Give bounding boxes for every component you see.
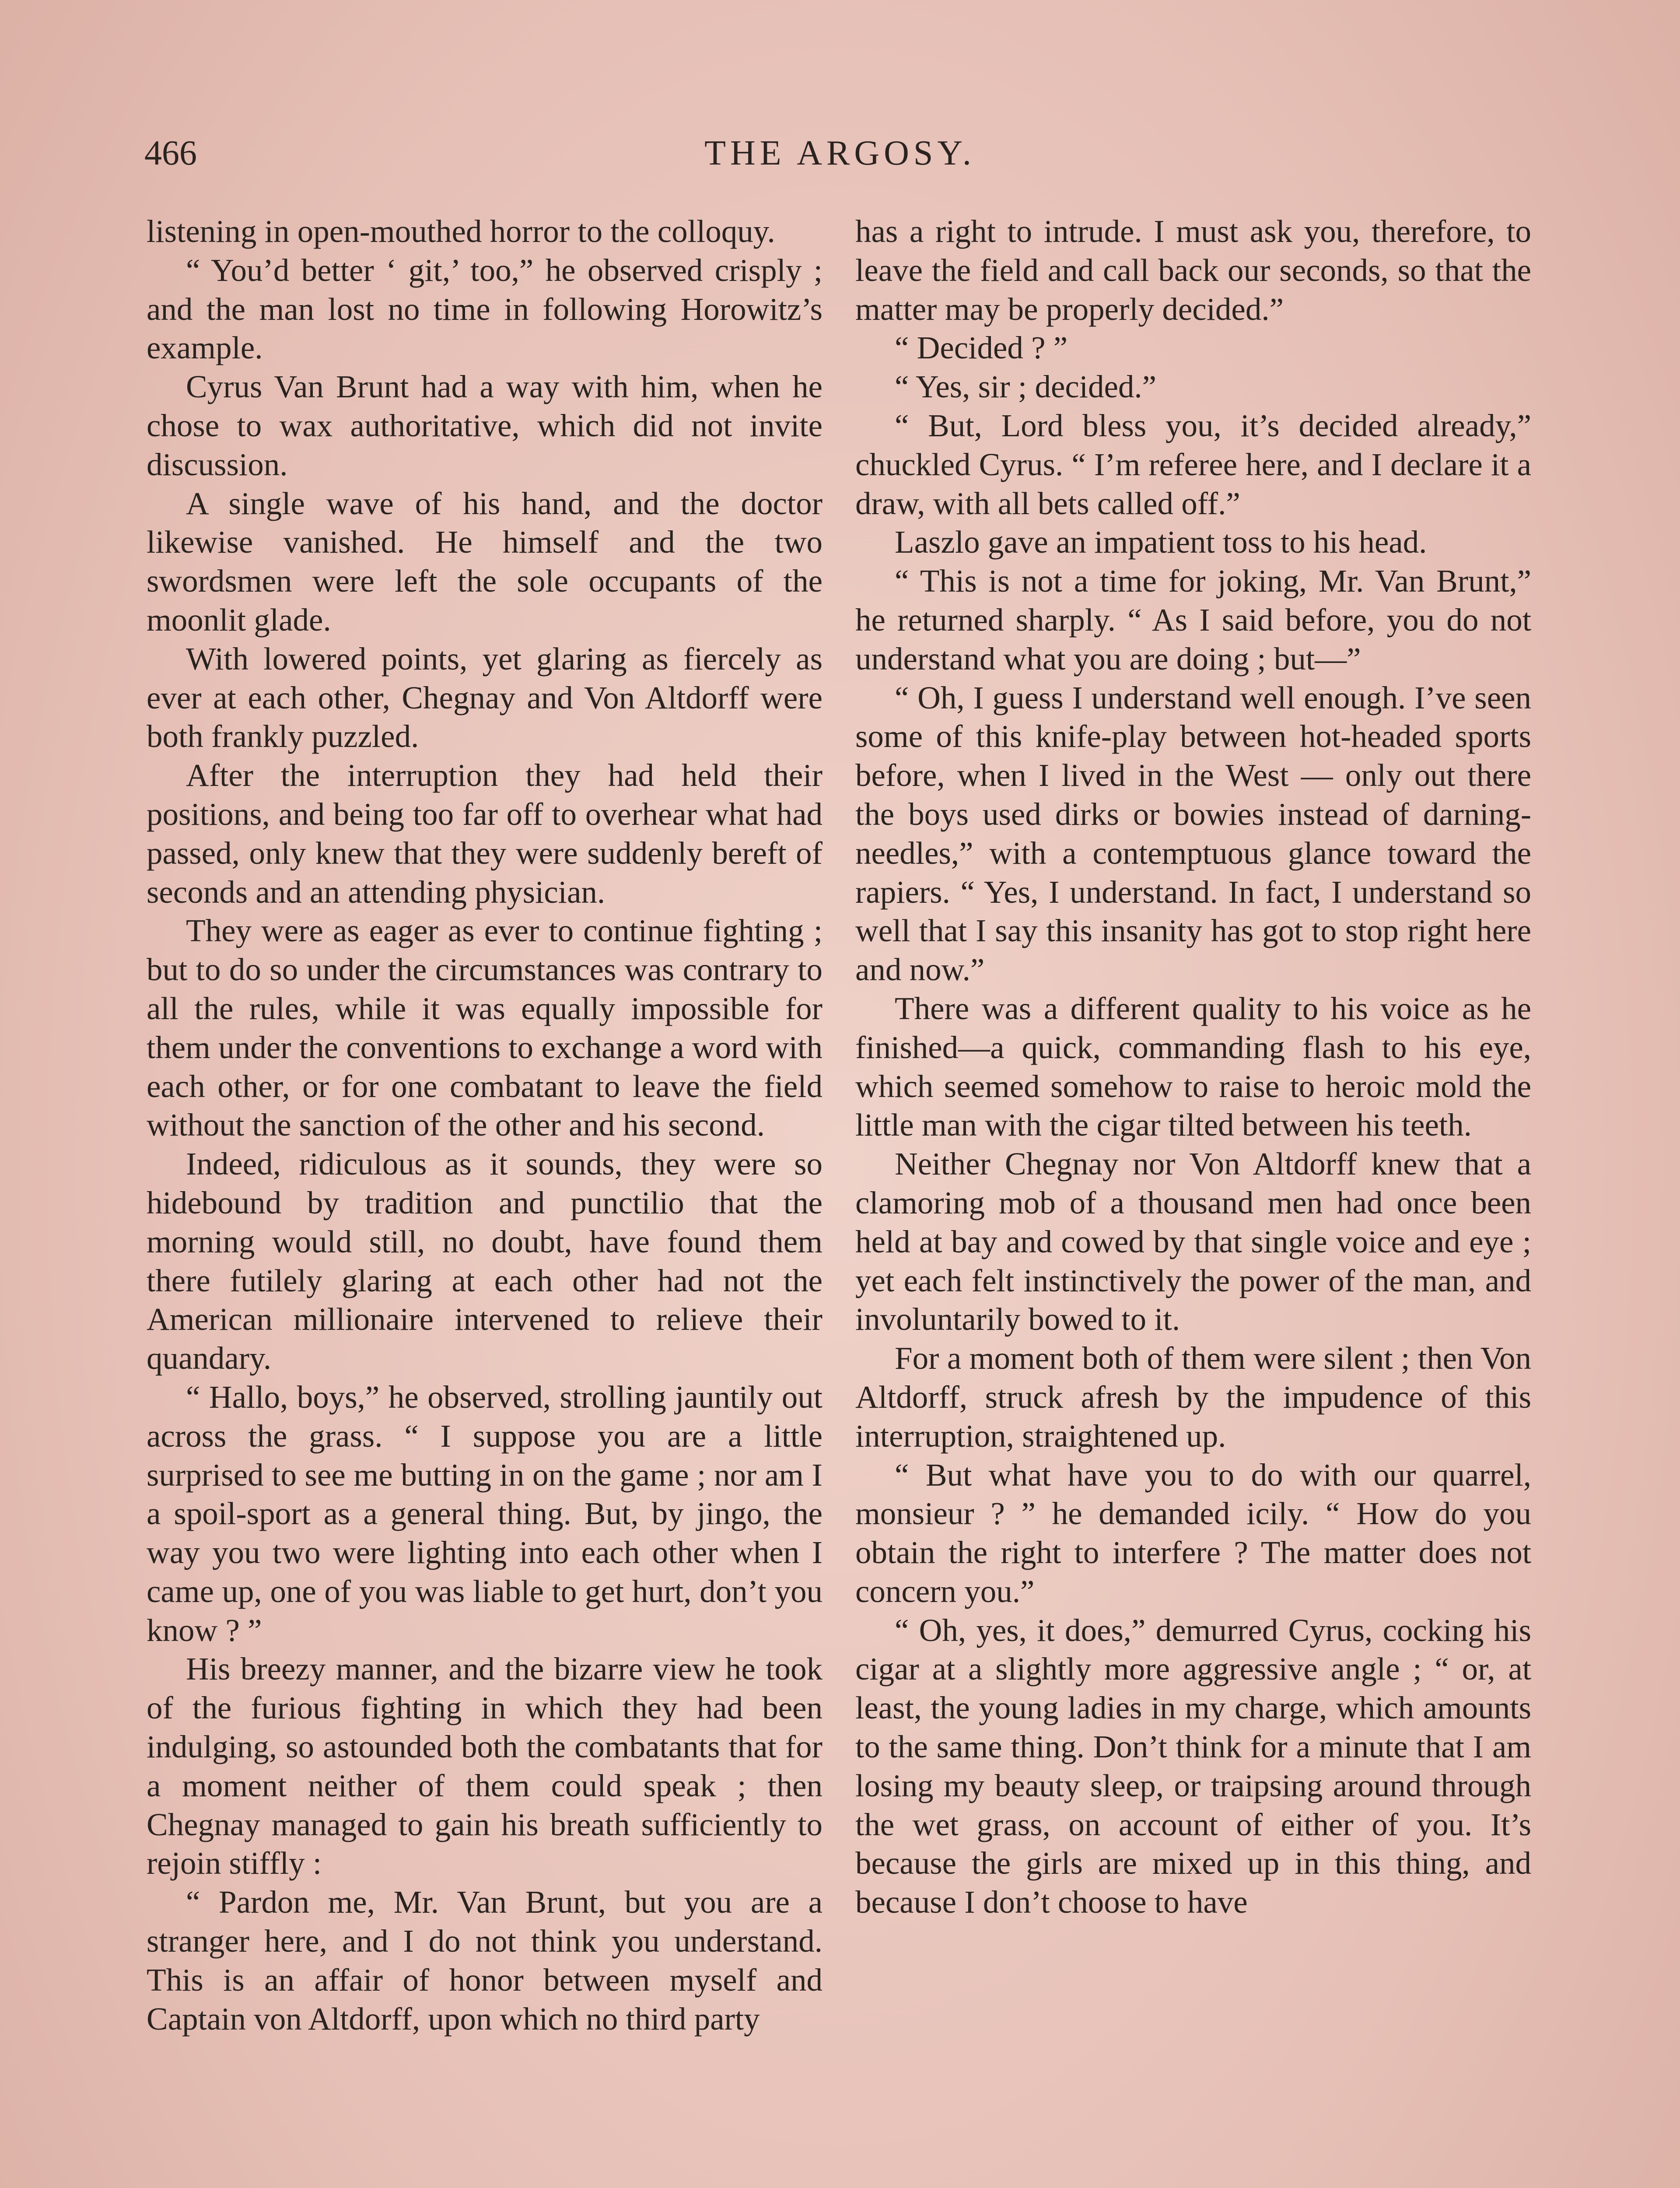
paragraph: Cyrus Van Brunt had a way with him, when he chose to wax authoritative, which did not invite discussion.	[147, 369, 822, 482]
paragraph: “ Oh, yes, it does,” demurred Cyrus, cocking his cigar at a slightly more aggressive angle ; “ or, at least, the young ladies in my charge, which amounts to the same thing. Don’t think for a minute that I am losing my beauty sleep, or traipsing around through the wet grass, on account of either of you. It’s because the girls are mixed up in this thing, and because I don’t choose to have	[855, 1612, 1531, 1920]
paragraph: His breezy manner, and the bizarre view he took of the furious fighting in which they had been indulging, so astounded both the combatants that for a moment neither of them could speak ; then Chegnay managed to gain his breath sufficiently to rejoin stiffly :	[147, 1651, 822, 1881]
paragraph: listening in open-mouthed horror to the colloquy.	[147, 214, 775, 249]
paragraph: Laszlo gave an impatient toss to his head.	[895, 524, 1427, 560]
paragraph: “ Yes, sir ; decided.”	[895, 369, 1157, 405]
paragraph: “ This is not a time for joking, Mr. Van Brunt,” he returned sharply. “ As I said before, you do not understand what you are doing ; but—”	[855, 563, 1531, 677]
paragraph: A single wave of his hand, and the doctor likewise vanished. He himself and the two swordsmen were left the sole occupants of the moonlit glade.	[147, 485, 822, 638]
paragraph: “ Decided ? ”	[895, 330, 1068, 366]
paragraph: “ You’d better ‘ git,’ too,” he observed crisply ; and the man lost no time in following Horowitz’s example.	[147, 252, 822, 366]
right-column	[855, 212, 1531, 1922]
running-title: THE ARGOSY.	[704, 134, 976, 172]
paragraph: There was a different quality to his voice as he finished—a quick, commanding flash to his eye, which seemed somehow to raise to heroic mold the little man with the cigar tilted between his teeth.	[855, 990, 1531, 1143]
paragraph: has a right to intrude. I must ask you, therefore, to leave the field and call back our seconds, so that the matter may be properly decided.”	[855, 214, 1531, 327]
paragraph: “ Pardon me, Mr. Van Brunt, but you are a stranger here, and I do not think you understand. This is an affair of honor between myself and Captain von Altdorff, upon which no third party	[147, 1884, 822, 2037]
paragraph: “ But, Lord bless you, it’s decided already,” chuckled Cyrus. “ I’m referee here, and I declare it a draw, with all bets called off.”	[855, 407, 1531, 521]
page-number: 466	[144, 134, 197, 172]
paragraph: After the interruption they had held their positions, and being too far off to overhear what had passed, only knew that they were suddenly bereft of seconds and an attending physician.	[147, 757, 822, 910]
paragraph: Neither Chegnay nor Von Altdorff knew that a clamoring mob of a thousand men had once been held at bay and cowed by that single voice and eye ; yet each felt instinctively the power of the man, and involuntarily bowed to it.	[855, 1146, 1531, 1337]
paragraph: Indeed, ridiculous as it sounds, they were so hidebound by tradition and punctilio that the morning would still, no doubt, have found them there futilely glaring at each other had not the American millionaire intervened to relieve their quandary.	[147, 1146, 822, 1376]
paragraph: “ But what have you to do with our quarrel, monsieur ? ” he demanded icily. “ How do you obtain the right to interfere ? The matter does not concern you.”	[855, 1457, 1531, 1609]
paragraph: “ Hallo, boys,” he observed, strolling jauntily out across the grass. “ I suppose you are a little surprised to see me butting in on the game ; nor am I a spoil-sport as a general thing. But, by jingo, the way you two were lighting into each other when I came up, one of you was liable to get hurt, don’t you know ? ”	[147, 1379, 822, 1648]
paragraph: “ Oh, I guess I understand well enough. I’ve seen some of this knife-play between hot-headed sports before, when I lived in the West — only out there the boys used dirks or bowies instead of darning-needles,” with a contemptuous glance toward the rapiers. “ Yes, I understand. In fact, I understand so well that I say this insanity has got to stop right here and now.”	[855, 680, 1531, 988]
paragraph: With lowered points, yet glaring as fiercely as ever at each other, Chegnay and Von Altdorff were both frankly puzzled.	[147, 641, 822, 754]
paragraph: For a moment both of them were silent ; then Von Altdorff, struck afresh by the impudence of this interruption, straightened up.	[855, 1340, 1531, 1454]
left-column	[147, 212, 822, 2038]
paragraph: They were as eager as ever to continue fighting ; but to do so under the circumstances was contrary to all the rules, while it was equally impossible for them under the conventions to exchange a word with each other, or for one combatant to leave the field without the sanction of the other and his second.	[147, 913, 822, 1143]
